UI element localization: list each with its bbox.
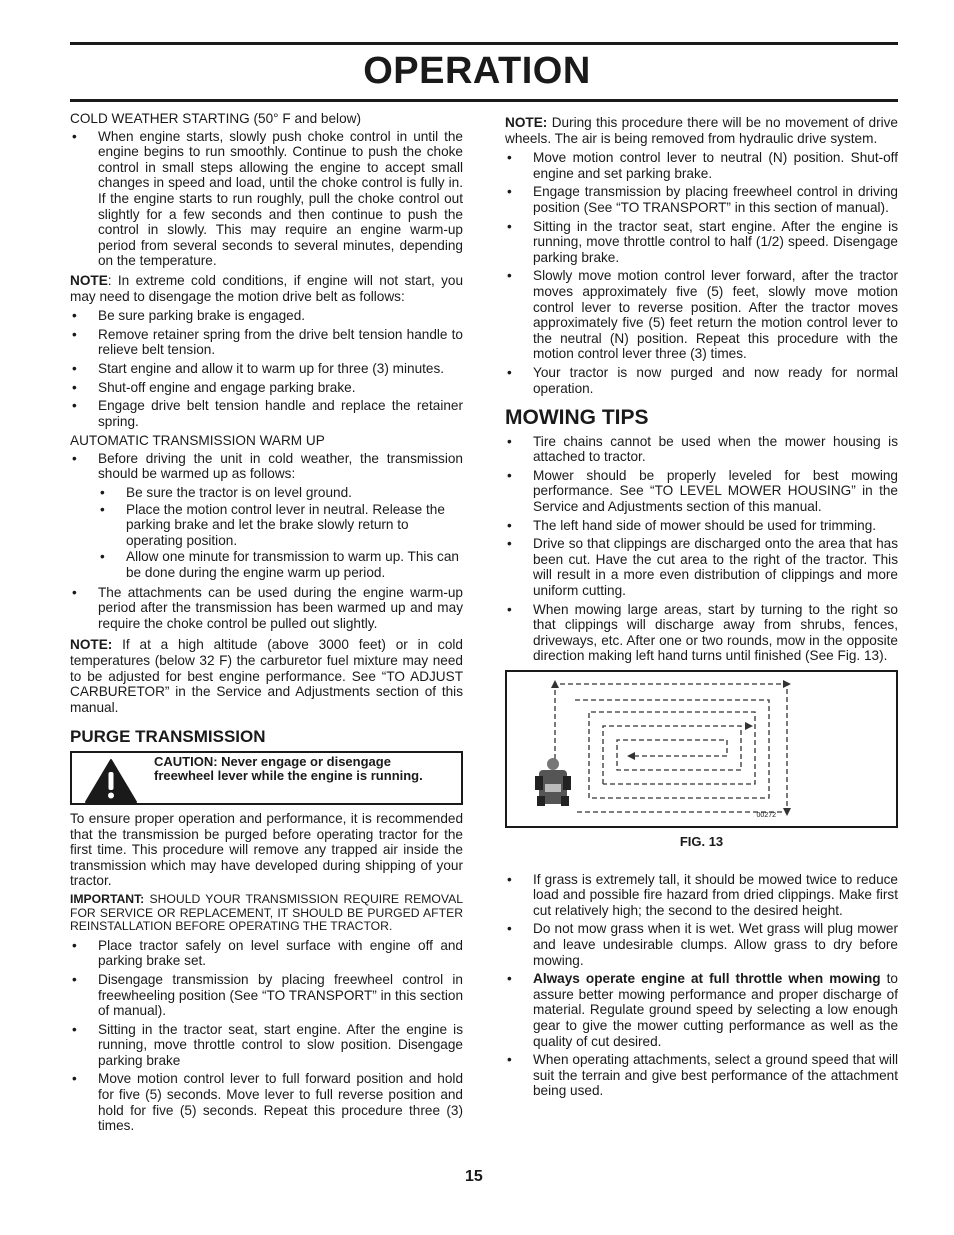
warning-icon — [84, 758, 138, 804]
list-item: • Sitting in the tractor seat, start engine. After the engine is running, move throttle control to slow position. Disengage parking brake — [70, 1022, 463, 1069]
note-text: If at a high altitude (above 3000 feet) or in cold temperatures (below 32 F) the carburetor fuel mixture may need to be adjusted for best engine performance. See “TO ADJUST CARBURETOR” in the Service and Adjustments section of this manual. — [70, 637, 463, 715]
throttle-text: to assure better mowing performance and proper discharge of material. Regulate ground speed by selecting a low enough gear to give the mower cutting performance as well as the quality of cut desired. — [533, 971, 898, 1049]
list-item: • Engage drive belt tension handle and replace the retainer spring. — [70, 398, 463, 429]
list-item: • Before driving the unit in cold weather, the transmission should be warmed up as follows: — [70, 451, 463, 482]
page-title: OPERATION — [363, 50, 591, 92]
important-text: SHOULD YOUR TRANSMISSION REQUIRE REMOVAL FOR SERVICE OR REPLACEMENT, IT SHOULD BE PURGED AFTER REINSTALLATION BEFORE OPERATING THE TRACTOR. — [70, 891, 463, 934]
sub-list-item: • Place the motion control lever in neutral. Release the parking brake and let the brake slowly return to operating position. — [70, 502, 463, 549]
list-item: • Move motion control lever to full forward position and hold for five (5) seconds. Move lever to full reverse position and hold for five (5) seconds. Repeat this procedure three (3) times. — [70, 1071, 463, 1133]
mowing-pattern-diagram — [507, 672, 896, 822]
note-label: NOTE: — [70, 637, 113, 653]
list-item: • Place tractor safely on level surface with engine off and parking brake set. — [70, 938, 463, 969]
important-paragraph — [70, 893, 463, 934]
list-item: • Your tractor is now purged and now ready for normal operation. — [505, 365, 898, 396]
throttle-bold-text: Always operate engine at full throttle when mowing — [533, 971, 881, 987]
figure-code: 00272 — [756, 812, 776, 820]
note-label: NOTE: — [505, 115, 548, 130]
list-item: • Slowly move motion control lever forward, after the tractor moves approximately five (5) feet, slowly move motion control lever to reverse position. After the tractor moves approximately five (5) feet return the motion control lever to the neutral (N) position. Repeat this procedure with the motion control lever three (3) times. — [505, 268, 898, 362]
list-item: • When mowing large areas, start by turning to the right so that clippings will discharge away from shrubs, fences, driveways, etc. After one or two rounds, mow in the opposite direction making left hand turns until finished (See Fig. 13). — [505, 602, 898, 664]
list-item: • When engine starts, slowly push choke control in until the engine begins to run smoothly. Continue to push the choke control in small steps allowing the engine to accept small changes in speed and load, until the choke control is fully in. If the engine starts to run roughly, pull the choke control out slightly for a few seconds and then continue to push the control in slowly. This may require an engine warm-up period from several seconds to several minutes, depending on the temperature. — [70, 129, 463, 269]
important-label: IMPORTANT: — [70, 891, 145, 906]
list-item: • When operating attachments, select a ground speed that will suit the terrain and give best performance of the attachment being used. — [505, 1052, 898, 1099]
tractor-icon — [535, 758, 571, 806]
purge-transmission-heading: PURGE TRANSMISSION — [70, 727, 266, 747]
list-item — [505, 971, 898, 1049]
note-text: During this procedure there will be no movement of drive wheels. The air is being removed from hydraulic drive system. — [505, 115, 898, 146]
caution-text: CAUTION: Never engage or disengage freewheel lever while the engine is running. — [154, 753, 423, 784]
list-item: • Tire chains cannot be used when the mower housing is attached to tractor. — [505, 434, 898, 465]
list-item: • Engage transmission by placing freewheel control in driving position (See “TO TRANSPORT” in this section of manual). — [505, 184, 898, 215]
list-item: • The attachments can be used during the engine warm-up period after the transmission has been warmed up and may require the choke control be pulled out slightly. — [70, 585, 463, 632]
title-rule — [70, 99, 898, 102]
list-item: • Sitting in the tractor seat, start engine. After the engine is running, move throttle control to half (1/2) speed. Disengage parking brake. — [505, 219, 898, 266]
list-item: • Remove retainer spring from the drive belt tension handle to relieve belt tension. — [70, 327, 463, 358]
page-number: 15 — [465, 1168, 483, 1185]
list-item: • Drive so that clippings are discharged onto the area that has been cut. Have the cut area to the right of the tractor. This will result in a more even distribution of clippings and more uniform cutting. — [505, 536, 898, 598]
list-item: • Be sure parking brake is engaged. — [70, 308, 463, 324]
note-paragraph — [70, 273, 463, 304]
note-paragraph — [70, 637, 463, 715]
list-item: • Start engine and allow it to warm up for three (3) minutes. — [70, 361, 463, 377]
mowing-tips-heading: MOWING TIPS — [505, 406, 649, 430]
list-item: • Mower should be properly leveled for best mowing performance. See “TO LEVEL MOWER HOUSING” in the Service and Adjustments section of this manual. — [505, 468, 898, 515]
note-label: NOTE — [70, 272, 108, 288]
left-column — [70, 111, 463, 1137]
cold-weather-heading: COLD WEATHER STARTING (50° F and below) — [70, 111, 361, 126]
figure-13 — [505, 670, 898, 828]
list-item: • The left hand side of mower should be used for trimming. — [505, 518, 898, 534]
top-rule — [70, 42, 898, 45]
note-paragraph — [505, 115, 898, 146]
list-item: • If grass is extremely tall, it should be mowed twice to reduce load and possible fire hazard from dried clippings. Make first cut relatively high; the second to the desired height. — [505, 872, 898, 919]
caution-box — [70, 751, 463, 805]
sub-list-item: • Allow one minute for transmission to warm up. This can be done during the engine warm up period. — [70, 549, 463, 580]
auto-transmission-heading: AUTOMATIC TRANSMISSION WARM UP — [70, 433, 325, 449]
figure-caption: FIG. 13 — [679, 834, 724, 849]
sub-list-item: • Be sure the tractor is on level ground. — [70, 485, 463, 501]
note-text: : In extreme cold conditions, if engine will not start, you may need to disengage the motion drive belt as follows: — [70, 272, 463, 304]
list-item: • Shut-off engine and engage parking brake. — [70, 380, 463, 396]
list-item: • Disengage transmission by placing freewheel control in freewheeling position (See “TO TRANSPORT” in this section of manual). — [70, 972, 463, 1019]
list-item: • Move motion control lever to neutral (N) position. Shut-off engine and set parking brake. — [505, 150, 898, 181]
list-item: • Do not mow grass when it is wet. Wet grass will plug mower and leave undesirable clumps. Allow grass to dry before mowing. — [505, 921, 898, 968]
purge-paragraph: To ensure proper operation and performance, it is recommended that the transmission be purged before operating tractor for the first time. This procedure will remove any trapped air inside the transmission which may have developed during shipping of your tractor. — [70, 810, 463, 889]
right-column — [505, 115, 898, 1102]
